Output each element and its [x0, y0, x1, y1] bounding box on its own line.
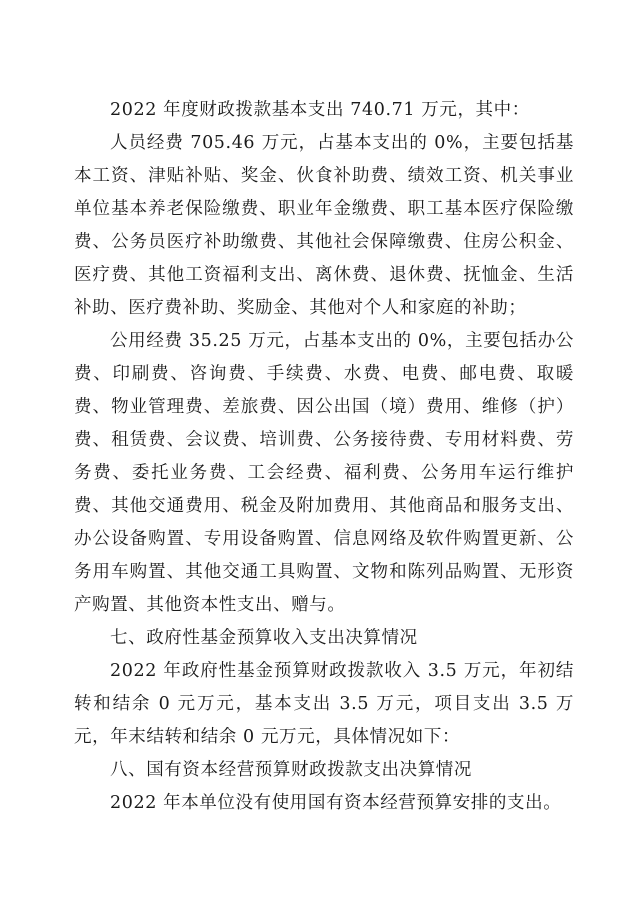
section-heading-government-fund: 七、政府性基金预算收入支出决算情况	[110, 628, 418, 648]
paragraph-public-expenses: 公用经费 35.25 万元，占基本支出的 0%，主要包括办公费、印刷费、咨询费、手续费、水费、电费、邮电费、取暖费、物业管理费、差旅费、因公出国（境）费用、维修（护）费、租赁费、会议费、培训费、公务接待费、专用材料费、劳务费、委托业务费、工会经费、福利费、公务用车运行维护费、其他交通费用、税金及附加费用、其他商品和服务支出、办公设备购置、专用设备购置、信息网络及软件购置更新、公务用车购置、其他交通工具购置、文物和陈列品购置、无形资产购置、其他资本性支出、赠与。	[74, 331, 574, 615]
paragraph-state-capital: 2022 年本单位没有使用国有资本经营预算安排的支出。	[110, 793, 562, 813]
section-heading-state-capital: 八、国有资本经营预算财政拨款支出决算情况	[110, 760, 472, 780]
paragraph-government-fund: 2022 年政府性基金预算财政拨款收入 3.5 万元，年初结转和结余 0 元万元，基本支出 3.5 万元，项目支出 3.5 万元，年末结转和结余 0 元万元，具体情况如下：	[74, 661, 574, 747]
paragraph-personnel-expenses: 人员经费 705.46 万元，占基本支出的 0%，主要包括基本工资、津贴补贴、奖金、伙食补助费、绩效工资、机关事业单位基本养老保险缴费、职业年金缴费、职工基本医疗保险缴费、公务员医疗补助缴费、其他社会保障缴费、住房公积金、医疗费、其他工资福利支出、离休费、退休费、抚恤金、生活补助、医疗费补助、奖励金、其他对个人和家庭的补助；	[74, 133, 574, 318]
paragraph-basic-expenditure-intro: 2022 年度财政拨款基本支出 740.71 万元，其中：	[110, 100, 530, 120]
document-body	[74, 94, 574, 820]
